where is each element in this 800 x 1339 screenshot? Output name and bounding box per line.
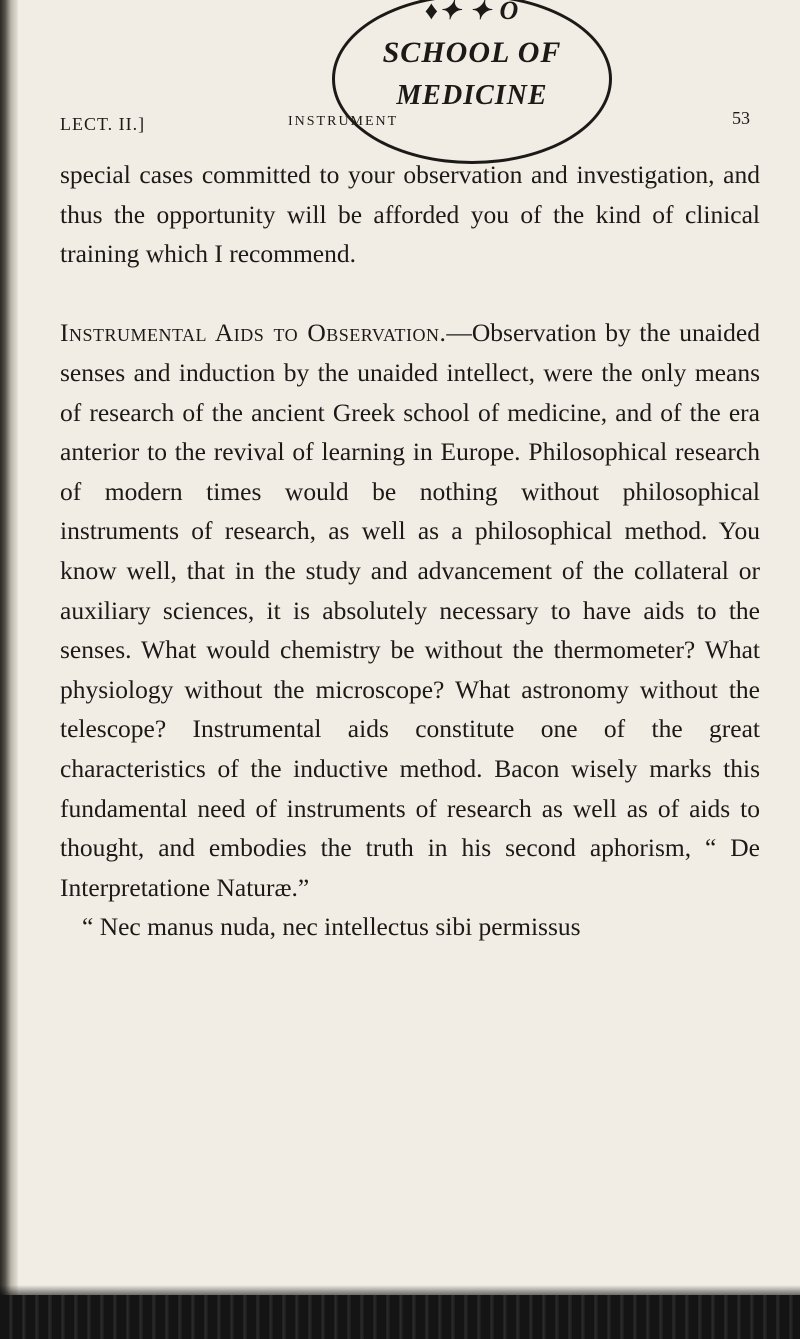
running-head <box>60 108 750 148</box>
page-number: 53 <box>732 108 750 128</box>
running-head-title: INSTRUMENT <box>288 114 399 129</box>
paragraph-1: special cases committed to your observation and investigation, and thus the opportunity will be afforded you of the kind of clinical training which I recommend. <box>60 160 760 269</box>
quote-line: “ Nec manus nuda, nec intellectus sibi permissus <box>82 912 581 942</box>
page-body <box>60 155 760 947</box>
stamp-line-1: ♦✦ ✦ O <box>424 0 520 25</box>
section-heading: Instrumental Aids to Observation. <box>60 318 447 348</box>
lecture-label: LECT. II.] <box>60 114 146 134</box>
paragraph-2-text: Observation by the unaided senses and induction by the unaided intellect, were the only means of research of the ancient Greek school of medicine, and of the era anterior to the revival of learning in Europe. Philosophical research of modern times would be nothing without philosophical instruments of research, as well as a philosophical method. You know well, that in the study and advancement of the collateral or auxiliary sciences, it is absolutely necessary to have aids to the senses. What would chemistry be without the thermometer? What physiology without the microscope? What astronomy without the telescope? Instrumental aids constitute one of the great characteristics of the inductive method. Bacon wisely marks this fundamental need of instruments of research as well as of aids to thought, and embodies the truth in his second aphorism, “ De Interpretatione Naturæ.” <box>60 318 760 902</box>
paragraph-2 <box>60 313 760 907</box>
stamp-line-3: MEDICINE <box>396 80 548 111</box>
page-gutter-shadow <box>0 0 18 1339</box>
scan-bottom-edge <box>0 1295 800 1339</box>
stamp-line-2: SCHOOL OF <box>382 36 562 69</box>
section-dash: — <box>446 318 472 348</box>
